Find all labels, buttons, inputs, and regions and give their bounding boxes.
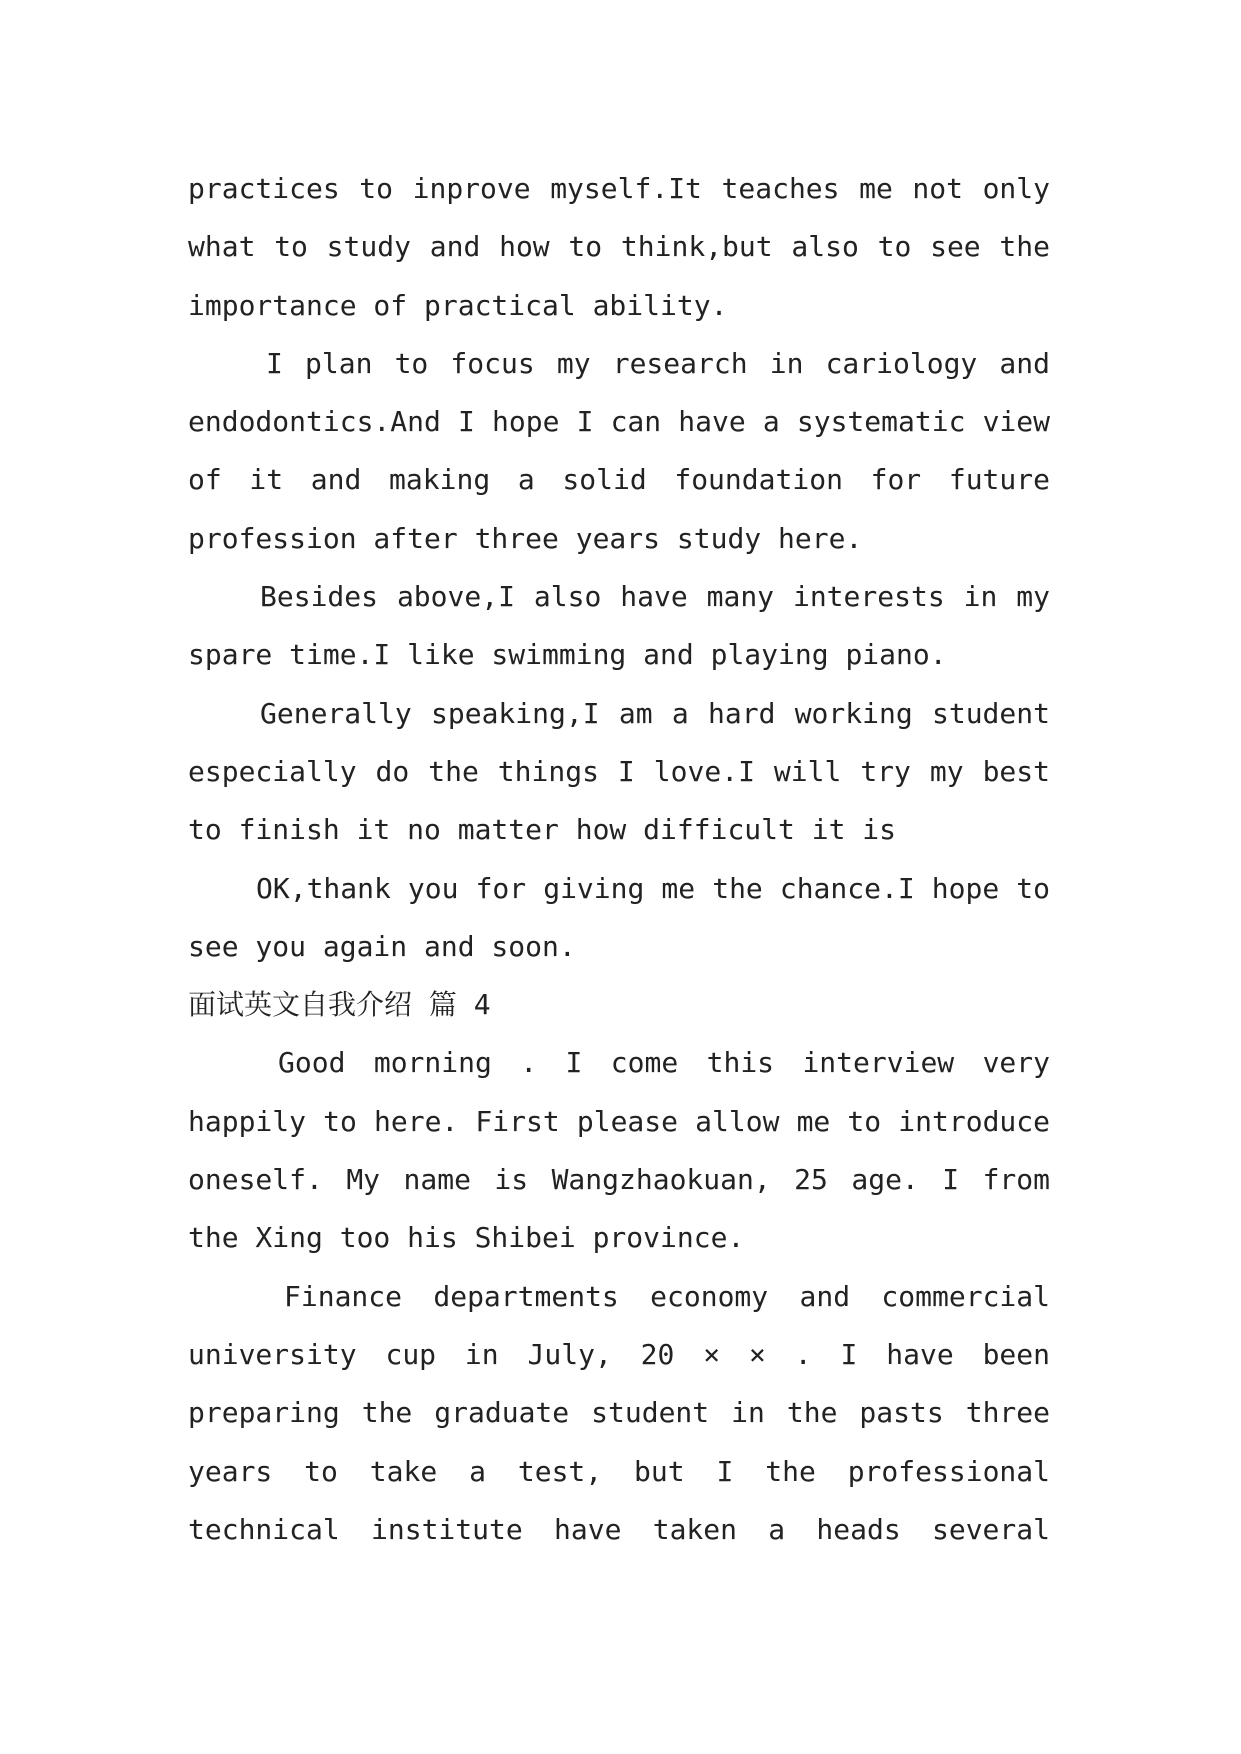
text-line: university cup in July, 20 × × . I have been	[188, 1337, 1050, 1371]
text-line: importance of practical ability.	[188, 288, 728, 322]
text-line: what to study and how to think,but also to see the	[188, 230, 1050, 264]
text-line: oneself. My name is Wangzhaokuan, 25 age. I from	[188, 1163, 1050, 1197]
text-line: I plan to focus my research in cariology and	[266, 346, 1050, 380]
text-line: practices to inprove myself.It teaches me not only	[188, 172, 1050, 205]
text-line: Generally speaking,I am a hard working student	[260, 696, 1050, 730]
text-line: Finance departments economy and commercial	[284, 1279, 1050, 1313]
text-line: of it and making a solid foundation for future	[188, 463, 1050, 497]
text-line: endodontics.And I hope I can have a systematic view	[188, 405, 1050, 439]
text-line: preparing the graduate student in the pasts three	[188, 1396, 1050, 1430]
text-line: happily to here. First please allow me to introduce	[188, 1104, 1050, 1138]
text-line: technical institute have taken a heads several	[188, 1512, 1050, 1546]
section-heading: 面试英文自我介绍 篇 4	[188, 988, 491, 1022]
text-line: Good morning . I come this interview very	[278, 1046, 1050, 1080]
text-line: OK,thank you for giving me the chance.I hope to	[256, 871, 1050, 905]
text-line: the Xing too his Shibei province.	[188, 1221, 745, 1255]
text-line: Besides above,I also have many interests in my	[260, 580, 1050, 614]
text-line: to finish it no matter how difficult it is	[188, 813, 897, 847]
text-line: especially do the things I love.I will try my best	[188, 754, 1050, 788]
document-body	[188, 160, 1050, 1559]
text-line: profession after three years study here.	[188, 521, 863, 555]
text-line: spare time.I like swimming and playing piano.	[188, 638, 947, 672]
text-line: years to take a test, but I the professional	[188, 1454, 1050, 1488]
text-line: see you again and soon.	[188, 929, 576, 963]
